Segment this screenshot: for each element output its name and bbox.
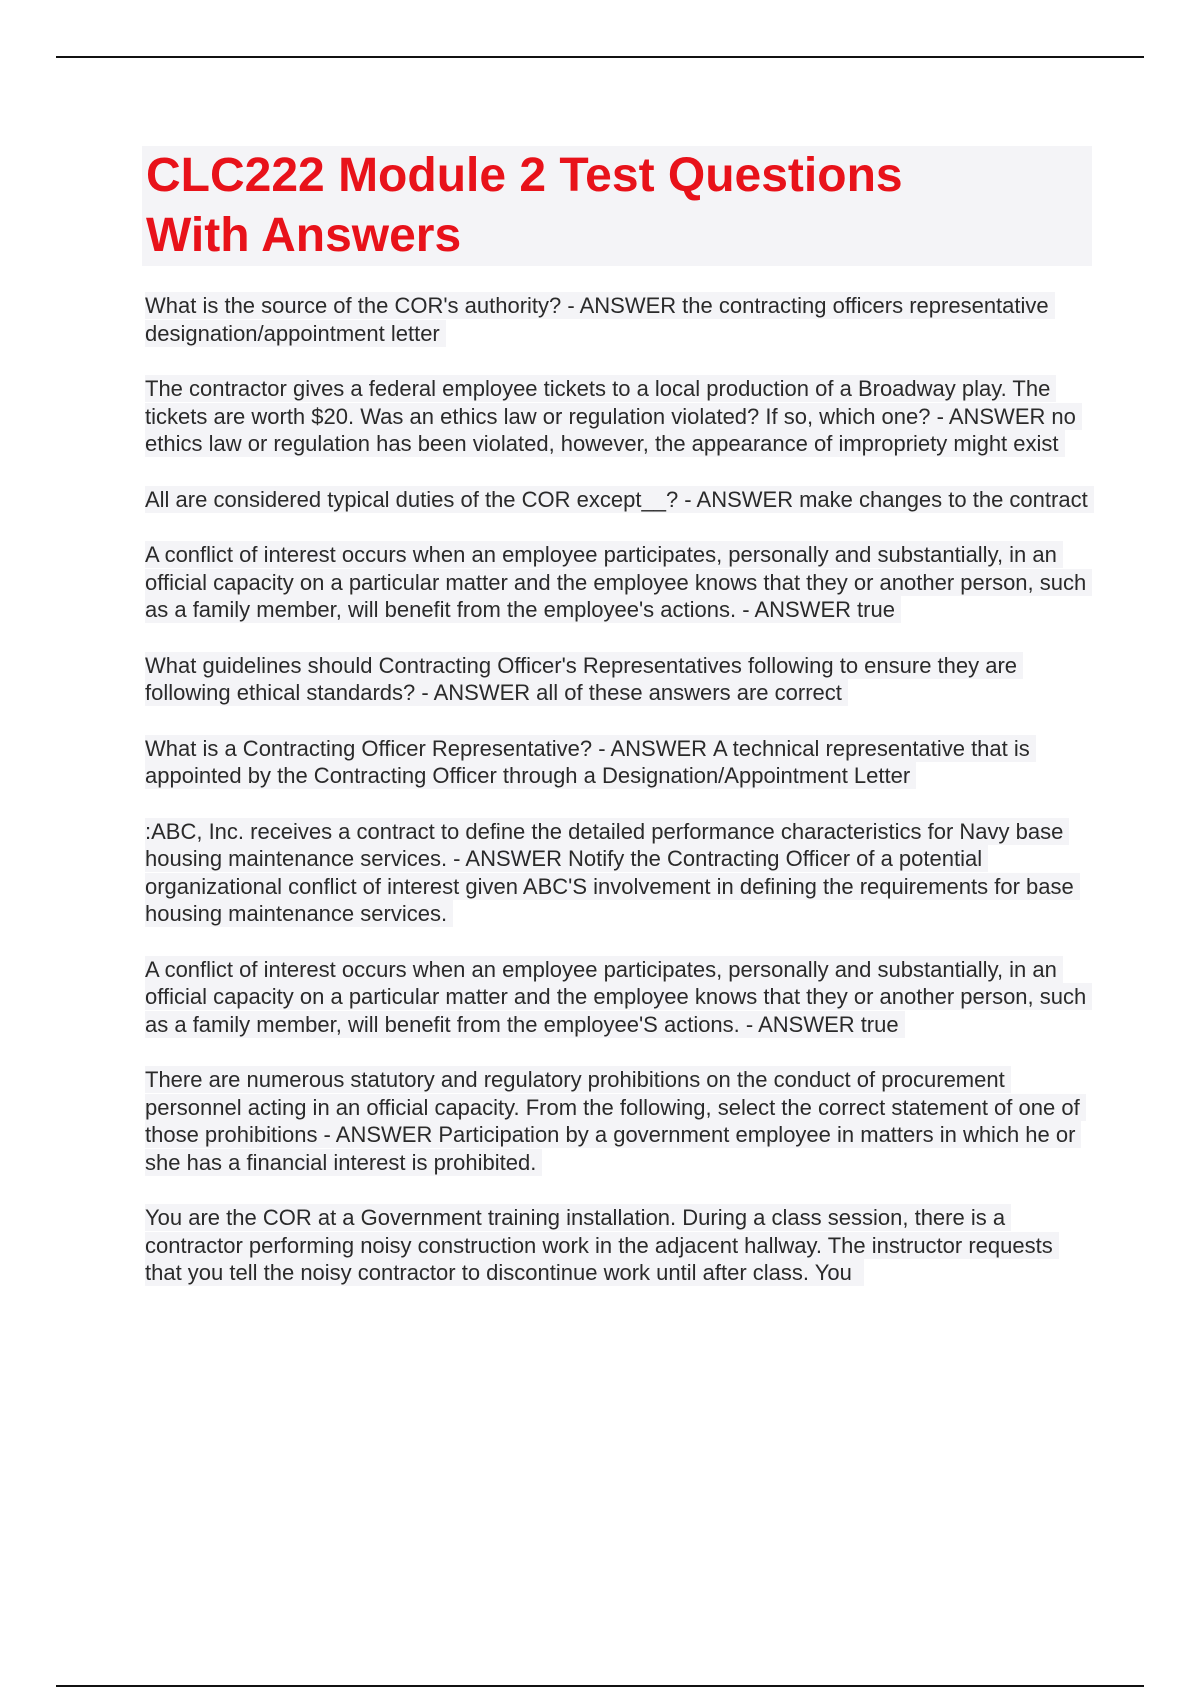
answer-text: all of these answers are correct: [536, 680, 842, 705]
qa-list: [145, 292, 1095, 1315]
answer-text: Notify the Contracting Officer of a potential organizational conflict of interest given ABC'S involvement in defining the requirements for base housing maintenance services.: [145, 846, 1074, 926]
qa-item: [145, 956, 1095, 1039]
answer-text: Participation by a government employee in matters in which he or she has a financial interest is prohibited.: [145, 1122, 1076, 1175]
top-rule: [56, 56, 1144, 58]
question-text: What is the source of the COR's authority? - ANSWER: [145, 293, 677, 318]
question-text: What guidelines should Contracting Officer's Representatives following to ensure they are following ethical standards? - ANSWER: [145, 652, 1018, 705]
question-text: A conflict of interest occurs when an employee participates, personally and substantially, in an official capacity on a particular matter and the employee knows that they or another person, such as a family member, will benefit from the employee'S actions. - ANSWER: [145, 956, 1087, 1037]
answer-text: the contracting officers representative designation/appointment letter: [145, 293, 1049, 346]
question-text: The contractor gives a federal employee tickets to a local production of a Broadway play. The tickets are worth $20. Was an ethics law or regulation violated? If so, which one? - ANSWER: [145, 376, 1051, 429]
document-title: [146, 146, 1092, 266]
title-block: [142, 146, 1092, 266]
bottom-rule: [56, 1685, 1144, 1687]
title-line-2: With Answers: [146, 209, 462, 262]
answer-text: [852, 1260, 858, 1285]
answer-text: true: [860, 1011, 899, 1037]
qa-item: [145, 652, 1095, 707]
qa-item: [145, 1204, 1095, 1287]
answer-text: make changes to the contract: [799, 486, 1088, 512]
answer-text: no ethics law or regulation has been violated, however, the appearance of impropriety might exist: [145, 403, 1076, 456]
qa-item: [145, 818, 1095, 928]
question-text: There are numerous statutory and regulatory prohibitions on the conduct of procurement personnel acting in an official capacity. From the following, select the correct statement of one of those prohibitions - ANSWER: [145, 1067, 1080, 1147]
question-text: What is a Contracting Officer Representative? - ANSWER: [145, 735, 708, 761]
question-text: All are considered typical duties of the COR except__? - ANSWER: [145, 486, 794, 512]
qa-item: [145, 541, 1095, 624]
question-text: :ABC, Inc. receives a contract to define the detailed performance characteristics for Navy base housing maintenance services. - ANSWER: [145, 818, 1064, 871]
qa-item: [145, 292, 1095, 347]
qa-item: [145, 375, 1095, 458]
title-line-1: CLC222 Module 2 Test Questions: [146, 149, 903, 202]
qa-item: [145, 1066, 1095, 1176]
answer-text: true: [857, 597, 895, 622]
question-text: A conflict of interest occurs when an employee participates, personally and substantially, in an official capacity on a particular matter and the employee knows that they or another person, such as a family member, will benefit from the employee's actions. - ANSWER: [145, 542, 1087, 622]
qa-item: [145, 486, 1095, 514]
qa-item: [145, 735, 1095, 790]
question-text: You are the COR at a Government training installation. During a class session, there is a contractor performing noisy construction work in the adjacent hallway. The instructor requests that you tell the noisy contractor to discontinue work until after class. You: [145, 1205, 1053, 1285]
answer-text: A technical representative that is appointed by the Contracting Officer through a Designation/Appointment Letter: [145, 735, 1030, 788]
